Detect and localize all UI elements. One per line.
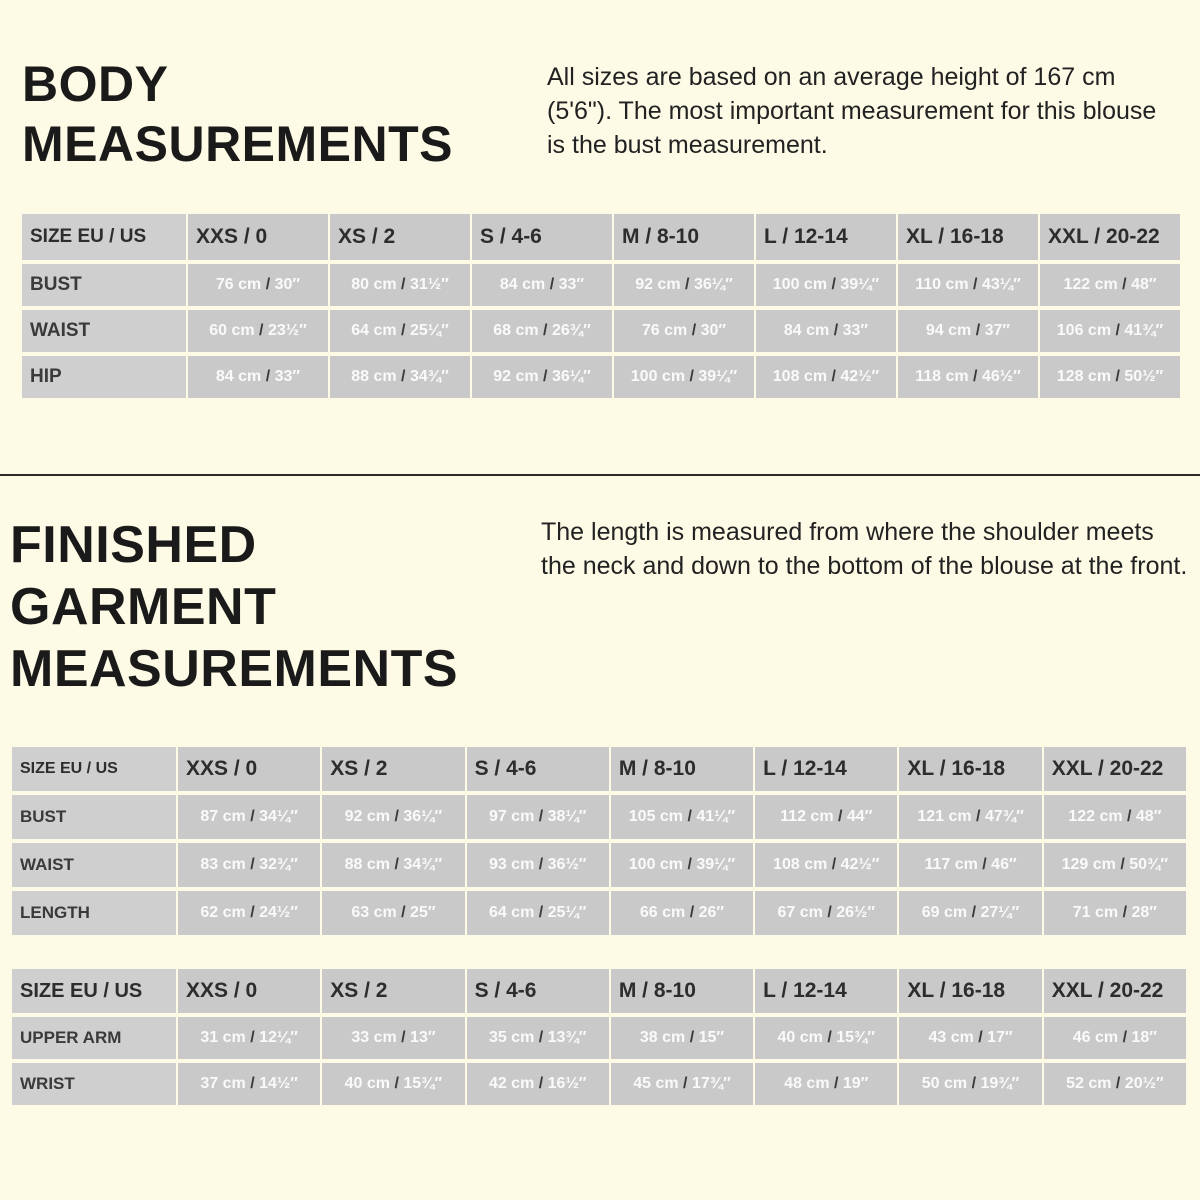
- measurement-cell: [755, 843, 899, 887]
- size-column-header: XS / 2: [322, 969, 466, 1013]
- cm-value: 42 cm: [488, 1075, 535, 1092]
- cm-value: 45 cm: [633, 1075, 679, 1092]
- measurement-label: LENGTH: [12, 891, 178, 935]
- cm-value: 37 cm: [200, 1075, 246, 1092]
- inch-value: 46″: [991, 856, 1017, 873]
- cm-value: 40 cm: [344, 1075, 391, 1092]
- garment-arm-measurements-table: [12, 965, 1188, 1109]
- measurement-cell: [467, 1063, 611, 1105]
- unit-separator: /: [534, 1029, 548, 1046]
- inch-value: 28″: [1131, 904, 1157, 921]
- unit-separator: /: [971, 808, 985, 825]
- unit-separator: /: [829, 1075, 843, 1092]
- cm-value: 94 cm: [925, 322, 972, 339]
- inch-value: 30″: [700, 322, 727, 339]
- body-intro-text: All sizes are based on an average height of 167 cm (5'6"). The most important measurement for this blouse is the bust measurement.: [547, 63, 1157, 159]
- measurement-cell: [330, 356, 472, 398]
- measurement-cell: [898, 310, 1040, 352]
- inch-value: 17¾″: [691, 1075, 731, 1092]
- unit-separator: /: [245, 904, 260, 921]
- measurement-cell: [322, 1017, 466, 1059]
- inch-value: 44″: [846, 808, 873, 825]
- unit-separator: /: [967, 1075, 981, 1092]
- measurement-cell: [472, 356, 614, 398]
- cm-value: 60 cm: [209, 322, 255, 339]
- measurement-cell: [899, 1017, 1043, 1059]
- inch-value: 34¼″: [259, 808, 298, 825]
- unit-separator: /: [396, 1029, 411, 1046]
- measurement-cell: [899, 795, 1043, 839]
- measurement-label: WRIST: [12, 1063, 178, 1105]
- measurement-label: WAIST: [22, 310, 188, 352]
- garment-measurements-title: [10, 514, 458, 700]
- inch-value: 30″: [274, 276, 301, 293]
- measurement-row: [12, 843, 1188, 887]
- inch-value: 47¾″: [984, 808, 1024, 825]
- cm-value: 129 cm: [1061, 856, 1116, 873]
- inch-value: 38¼″: [547, 808, 587, 825]
- measurement-cell: [322, 795, 466, 839]
- inch-value: 25″: [410, 904, 436, 921]
- cm-value: 100 cm: [630, 368, 686, 385]
- unit-separator: /: [680, 276, 694, 293]
- cm-value: 121 cm: [917, 808, 972, 825]
- cm-value: 69 cm: [921, 904, 968, 921]
- size-column-header: L / 12-14: [755, 747, 899, 791]
- size-column-header: XXL / 20-22: [1044, 969, 1188, 1013]
- cm-value: 68 cm: [493, 322, 539, 339]
- size-column-header: L / 12-14: [756, 214, 898, 260]
- cm-value: 35 cm: [488, 1029, 535, 1046]
- inch-value: 42½″: [840, 368, 880, 385]
- measurement-cell: [611, 843, 755, 887]
- measurement-cell: [755, 1063, 899, 1105]
- unit-separator: /: [971, 322, 985, 339]
- cm-value: 84 cm: [215, 368, 262, 385]
- unit-separator: /: [245, 1029, 260, 1046]
- inch-value: 24½″: [259, 904, 298, 921]
- cm-value: 100 cm: [628, 856, 684, 873]
- measurement-label: UPPER ARM: [12, 1017, 178, 1059]
- size-column-header: XS / 2: [322, 747, 466, 791]
- unit-separator: /: [390, 856, 404, 873]
- size-column-header: M / 8-10: [611, 969, 755, 1013]
- inch-value: 19¾″: [980, 1075, 1020, 1092]
- measurement-cell: [756, 356, 898, 398]
- inch-value: 37″: [984, 322, 1011, 339]
- measurement-cell: [322, 1063, 466, 1105]
- measurement-cell: [755, 795, 899, 839]
- inch-value: 48″: [1131, 276, 1157, 293]
- cm-value: 97 cm: [488, 808, 535, 825]
- unit-separator: /: [833, 808, 847, 825]
- unit-separator: /: [245, 808, 260, 825]
- cm-value: 64 cm: [351, 322, 397, 339]
- unit-separator: /: [1111, 368, 1125, 385]
- cm-value: 112 cm: [780, 808, 834, 825]
- size-column-header: XXS / 0: [188, 214, 330, 260]
- inch-value: 46½″: [981, 368, 1021, 385]
- inch-value: 34¾″: [403, 856, 443, 873]
- unit-separator: /: [1118, 1029, 1132, 1046]
- cm-value: 88 cm: [351, 368, 397, 385]
- measurement-label: WAIST: [12, 843, 178, 887]
- cm-value: 84 cm: [783, 322, 830, 339]
- measurement-cell: [322, 843, 466, 887]
- measurement-cell: [755, 1017, 899, 1059]
- measurement-cell: [188, 356, 330, 398]
- measurement-cell: [756, 264, 898, 306]
- unit-separator: /: [254, 322, 268, 339]
- measurement-cell: [178, 1063, 322, 1105]
- cm-value: 106 cm: [1056, 322, 1112, 339]
- inch-value: 20½″: [1124, 1075, 1164, 1092]
- measurement-row: [12, 891, 1188, 935]
- unit-separator: /: [685, 1029, 699, 1046]
- unit-separator: /: [827, 276, 841, 293]
- cm-value: 64 cm: [488, 904, 535, 921]
- unit-separator: /: [390, 808, 404, 825]
- inch-value: 13¾″: [547, 1029, 587, 1046]
- measurement-cell: [614, 310, 756, 352]
- measurement-label: BUST: [12, 795, 178, 839]
- cm-value: 110 cm: [915, 276, 969, 293]
- inch-value: 18″: [1131, 1029, 1157, 1046]
- measurement-cell: [756, 310, 898, 352]
- size-column-header: XS / 2: [330, 214, 472, 260]
- measurement-row: [22, 310, 1182, 352]
- inch-value: 27¼″: [980, 904, 1020, 921]
- measurement-cell: [899, 1063, 1043, 1105]
- measurement-row: [22, 264, 1182, 306]
- unit-separator: /: [685, 368, 699, 385]
- inch-value: 23½″: [267, 322, 307, 339]
- measurement-cell: [188, 310, 330, 352]
- inch-value: 26″: [698, 904, 725, 921]
- inch-value: 43¼″: [981, 276, 1021, 293]
- unit-separator: /: [261, 368, 275, 385]
- cm-value: 105 cm: [628, 808, 684, 825]
- size-column-header: S / 4-6: [467, 747, 611, 791]
- inch-value: 32¾″: [259, 856, 298, 873]
- cm-value: 93 cm: [488, 856, 535, 873]
- inch-value: 15¾″: [836, 1029, 876, 1046]
- size-column-header: M / 8-10: [614, 214, 756, 260]
- measurement-cell: [1044, 1063, 1188, 1105]
- inch-value: 50¾″: [1129, 856, 1169, 873]
- cm-value: 80 cm: [351, 276, 397, 293]
- cm-value: 118 cm: [915, 368, 969, 385]
- inch-value: 25¼″: [547, 904, 587, 921]
- measurement-cell: [467, 843, 611, 887]
- measurement-cell: [178, 891, 322, 935]
- unit-separator: /: [245, 856, 260, 873]
- cm-value: 92 cm: [635, 276, 681, 293]
- size-column-header: XL / 16-18: [899, 747, 1043, 791]
- inch-value: 17″: [987, 1029, 1013, 1046]
- cm-value: 48 cm: [784, 1075, 830, 1092]
- unit-separator: /: [545, 276, 559, 293]
- inch-value: 31½″: [409, 276, 449, 293]
- measurement-cell: [1044, 795, 1188, 839]
- measurement-cell: [614, 356, 756, 398]
- size-column-header: L / 12-14: [755, 969, 899, 1013]
- cm-value: 63 cm: [351, 904, 397, 921]
- cm-value: 92 cm: [344, 808, 391, 825]
- body-title-line1: BODY: [22, 56, 169, 112]
- unit-separator: /: [968, 368, 982, 385]
- unit-separator: /: [967, 904, 981, 921]
- measurement-cell: [1044, 1017, 1188, 1059]
- measurement-cell: [614, 264, 756, 306]
- measurement-cell: [467, 1017, 611, 1059]
- unit-separator: /: [396, 276, 410, 293]
- unit-separator: /: [396, 322, 410, 339]
- size-column-header: XL / 16-18: [899, 969, 1043, 1013]
- measurement-cell: [899, 843, 1043, 887]
- cm-value: 84 cm: [499, 276, 546, 293]
- unit-separator: /: [977, 856, 992, 873]
- measurement-cell: [1040, 356, 1182, 398]
- measurement-cell: [611, 1017, 755, 1059]
- size-column-header: XXS / 0: [178, 747, 322, 791]
- inch-value: 39¼″: [696, 856, 736, 873]
- unit-separator: /: [685, 904, 699, 921]
- measurement-cell: [1040, 310, 1182, 352]
- unit-separator: /: [534, 808, 548, 825]
- unit-separator: /: [683, 856, 697, 873]
- inch-value: 36¼″: [551, 368, 591, 385]
- measurement-cell: [178, 843, 322, 887]
- inch-value: 36¼″: [693, 276, 733, 293]
- unit-separator: /: [678, 1075, 692, 1092]
- cm-value: 38 cm: [639, 1029, 686, 1046]
- measurement-label: HIP: [22, 356, 188, 398]
- cm-value: 76 cm: [641, 322, 688, 339]
- cm-value: 88 cm: [344, 856, 391, 873]
- cm-value: 128 cm: [1056, 368, 1112, 385]
- cm-value: 67 cm: [777, 904, 823, 921]
- inch-value: 39¼″: [840, 276, 880, 293]
- garment-title-line2: GARMENT: [10, 578, 277, 636]
- unit-separator: /: [1117, 276, 1132, 293]
- inch-value: 36½″: [547, 856, 587, 873]
- inch-value: 36¼″: [403, 808, 443, 825]
- section-divider: [0, 474, 1200, 476]
- cm-value: 100 cm: [772, 276, 828, 293]
- body-measurements-table: [22, 210, 1182, 402]
- cm-value: 76 cm: [215, 276, 262, 293]
- unit-separator: /: [1115, 856, 1130, 873]
- inch-value: 33″: [274, 368, 301, 385]
- cm-value: 108 cm: [773, 856, 828, 873]
- size-column-header: S / 4-6: [467, 969, 611, 1013]
- size-header-label: SIZE EU / US: [12, 747, 178, 791]
- size-header-row: [12, 969, 1188, 1013]
- cm-value: 66 cm: [639, 904, 686, 921]
- unit-separator: /: [968, 276, 982, 293]
- cm-value: 50 cm: [921, 1075, 968, 1092]
- inch-value: 26¾″: [551, 322, 591, 339]
- unit-separator: /: [1118, 904, 1132, 921]
- unit-separator: /: [829, 322, 843, 339]
- size-column-header: XL / 16-18: [898, 214, 1040, 260]
- inch-value: 41¼″: [696, 808, 736, 825]
- cm-value: 62 cm: [200, 904, 246, 921]
- cm-value: 108 cm: [772, 368, 828, 385]
- measurement-cell: [472, 310, 614, 352]
- inch-value: 14½″: [259, 1075, 298, 1092]
- measurement-cell: [899, 891, 1043, 935]
- unit-separator: /: [534, 856, 548, 873]
- cm-value: 87 cm: [200, 808, 246, 825]
- cm-value: 83 cm: [200, 856, 246, 873]
- measurement-cell: [178, 795, 322, 839]
- unit-separator: /: [396, 368, 410, 385]
- size-column-header: XXS / 0: [178, 969, 322, 1013]
- cm-value: 122 cm: [1063, 276, 1118, 293]
- cm-value: 33 cm: [351, 1029, 397, 1046]
- measurement-cell: [898, 264, 1040, 306]
- unit-separator: /: [1111, 1075, 1125, 1092]
- size-header-label: SIZE EU / US: [12, 969, 178, 1013]
- cm-value: 92 cm: [493, 368, 539, 385]
- cm-value: 122 cm: [1068, 808, 1123, 825]
- cm-value: 52 cm: [1066, 1075, 1112, 1092]
- unit-separator: /: [245, 1075, 260, 1092]
- size-column-header: M / 8-10: [611, 747, 755, 791]
- inch-value: 34¾″: [409, 368, 449, 385]
- unit-separator: /: [390, 1075, 404, 1092]
- measurement-cell: [1044, 843, 1188, 887]
- measurement-label: BUST: [22, 264, 188, 306]
- inch-value: 42½″: [840, 856, 880, 873]
- garment-title-line1: FINISHED: [10, 516, 257, 574]
- unit-separator: /: [683, 808, 697, 825]
- size-header-row: [12, 747, 1188, 791]
- measurement-cell: [1044, 891, 1188, 935]
- inch-value: 15″: [698, 1029, 725, 1046]
- cm-value: 43 cm: [928, 1029, 974, 1046]
- inch-value: 41¾″: [1124, 322, 1164, 339]
- measurement-row: [12, 1017, 1188, 1059]
- measurement-cell: [178, 1017, 322, 1059]
- inch-value: 12¼″: [259, 1029, 298, 1046]
- unit-separator: /: [822, 1029, 837, 1046]
- garment-title-line3: MEASUREMENTS: [10, 640, 459, 698]
- cm-value: 46 cm: [1072, 1029, 1119, 1046]
- unit-separator: /: [261, 276, 275, 293]
- inch-value: 25¼″: [409, 322, 449, 339]
- measurement-cell: [611, 1063, 755, 1105]
- inch-value: 33″: [558, 276, 585, 293]
- cm-value: 31 cm: [200, 1029, 246, 1046]
- unit-separator: /: [534, 1075, 548, 1092]
- inch-value: 13″: [410, 1029, 436, 1046]
- measurement-cell: [188, 264, 330, 306]
- measurement-cell: [611, 795, 755, 839]
- body-measurements-title: [22, 54, 453, 174]
- inch-value: 26½″: [836, 904, 876, 921]
- unit-separator: /: [538, 322, 552, 339]
- cm-value: 117 cm: [924, 856, 978, 873]
- measurement-cell: [611, 891, 755, 935]
- unit-separator: /: [534, 904, 548, 921]
- inch-value: 16½″: [547, 1075, 587, 1092]
- unit-separator: /: [827, 368, 841, 385]
- measurement-cell: [330, 310, 472, 352]
- measurement-row: [22, 356, 1182, 398]
- unit-separator: /: [687, 322, 701, 339]
- measurement-cell: [898, 356, 1040, 398]
- unit-separator: /: [396, 904, 411, 921]
- size-header-label: SIZE EU / US: [22, 214, 188, 260]
- garment-intro-text: The length is measured from where the shoulder meets the neck and down to the bottom of the blouse at the front.: [541, 518, 1188, 580]
- unit-separator: /: [827, 856, 841, 873]
- measurement-cell: [330, 264, 472, 306]
- unit-separator: /: [973, 1029, 988, 1046]
- unit-separator: /: [1111, 322, 1125, 339]
- cm-value: 40 cm: [777, 1029, 823, 1046]
- inch-value: 50½″: [1124, 368, 1164, 385]
- measurement-cell: [755, 891, 899, 935]
- measurement-row: [12, 795, 1188, 839]
- unit-separator: /: [538, 368, 552, 385]
- inch-value: 39¼″: [698, 368, 738, 385]
- size-column-header: S / 4-6: [472, 214, 614, 260]
- inch-value: 48″: [1135, 808, 1162, 825]
- measurement-cell: [467, 795, 611, 839]
- measurement-cell: [1040, 264, 1182, 306]
- measurement-cell: [472, 264, 614, 306]
- size-column-header: XXL / 20-22: [1040, 214, 1182, 260]
- unit-separator: /: [1122, 808, 1136, 825]
- body-title-line2: MEASUREMENTS: [22, 116, 454, 172]
- garment-measurements-table: [12, 743, 1188, 939]
- unit-separator: /: [822, 904, 837, 921]
- inch-value: 33″: [842, 322, 869, 339]
- measurement-cell: [467, 891, 611, 935]
- size-header-row: [22, 214, 1182, 260]
- measurement-cell: [322, 891, 466, 935]
- inch-value: 15¾″: [403, 1075, 443, 1092]
- cm-value: 71 cm: [1072, 904, 1119, 921]
- size-column-header: XXL / 20-22: [1044, 747, 1188, 791]
- inch-value: 19″: [842, 1075, 869, 1092]
- measurement-row: [12, 1063, 1188, 1105]
